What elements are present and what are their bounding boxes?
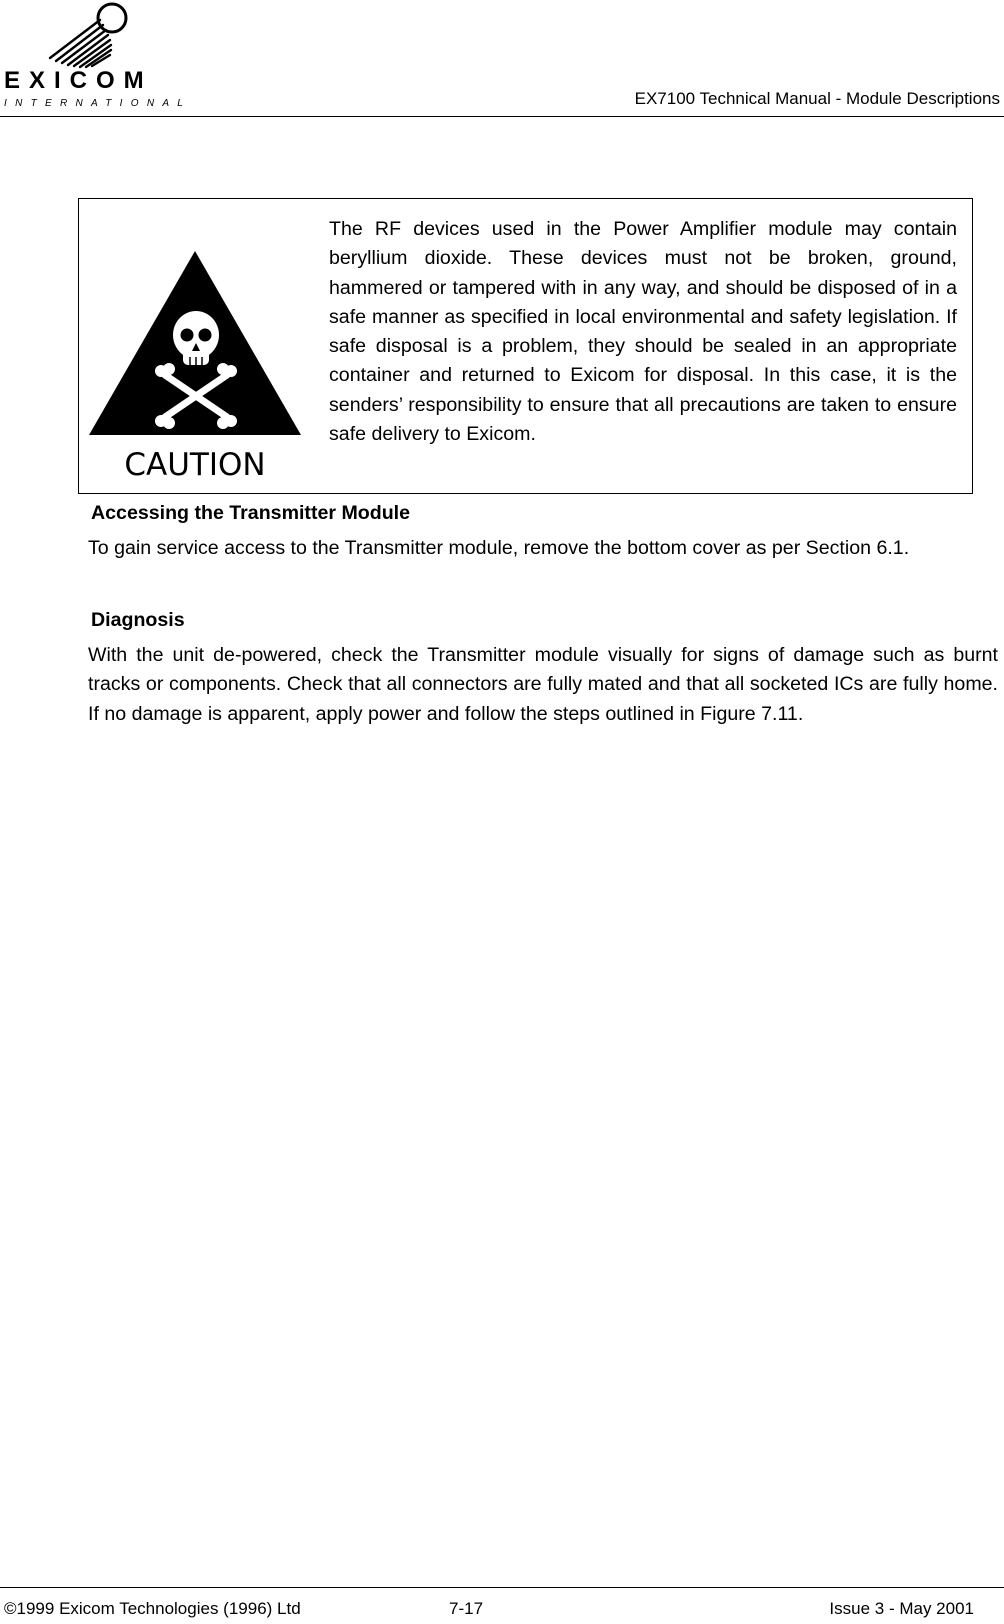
logo-wordmark: EXICOM xyxy=(4,67,153,94)
section-body-accessing: To gain service access to the Transmitter module, remove the bottom cover as per Section 6.1. xyxy=(88,537,910,559)
logo-globe-icon xyxy=(50,4,126,67)
logo-tagline: INTERNATIONAL xyxy=(4,98,192,109)
footer-page-number: 7-17 xyxy=(449,1599,484,1618)
exicom-logo xyxy=(0,0,192,112)
footer-divider xyxy=(0,1587,1004,1588)
section-body-diagnosis: With the unit de-powered, check the Transmitter module visually for signs of damage such as burnt tracks or components. Check that all connectors are fully mated and that all socketed ICs are fully home. If no damage is apparent, apply power and follow the steps outlined in Figure 7.11. xyxy=(88,644,998,725)
caution-text: The RF devices used in the Power Amplifier module may contain beryllium dioxide. These devices must not be broken, ground, hammered or tampered with in any way, and should be disposed of in a safe manner as specified in local environmental and safety legislation. If safe disposal is a problem, they should be sealed in an appropriate container and returned to Exicom for disposal. In this case, it is the senders’ responsibility to ensure that all precautions are taken to ensure safe delivery to Exicom. xyxy=(329,218,957,446)
footer-copyright: ©1999 Exicom Technologies (1996) Ltd xyxy=(4,1599,301,1618)
caution-notice xyxy=(78,198,973,494)
section-heading-diagnosis: Diagnosis xyxy=(91,609,185,631)
section-heading-accessing: Accessing the Transmitter Module xyxy=(91,502,411,524)
caution-label: CAUTION xyxy=(124,447,266,483)
header-divider xyxy=(0,116,1004,117)
header-title: EX7100 Technical Manual - Module Descriptions xyxy=(634,89,1000,108)
footer-issue: Issue 3 - May 2001 xyxy=(829,1599,974,1618)
skull-crossbones-warning-icon xyxy=(89,247,305,485)
